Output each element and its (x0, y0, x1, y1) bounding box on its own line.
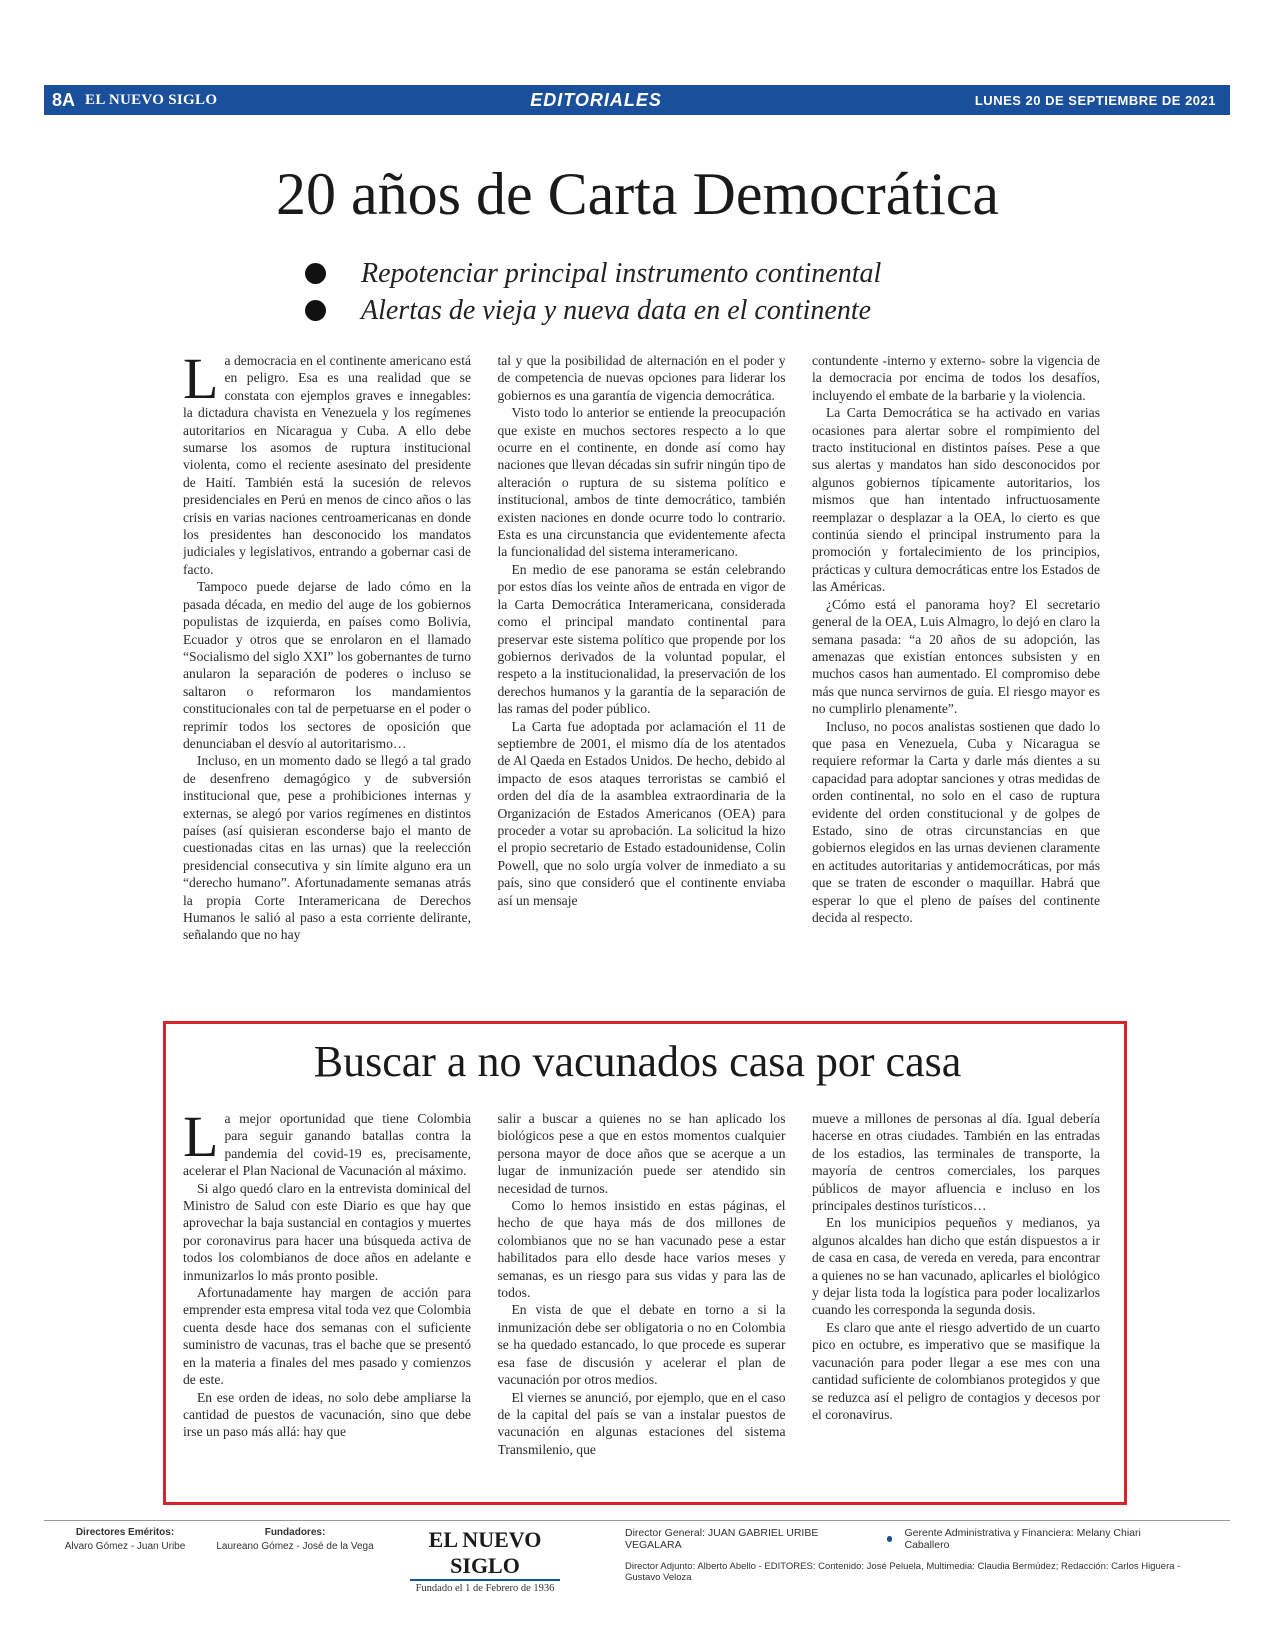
fundadores-names: Laureano Gómez - José de la Vega (216, 1541, 374, 1552)
paragraph: mueve a millones de personas al día. Igual debería hacerse en otras ciudades. También en las entradas de los estadios, las terminales de transporte, la mayoría de centros comerciales, los parques públicos de mayor afluencia e incluso en los principales destinos turísticos… (812, 1111, 1100, 1214)
footer-logo-block (410, 1527, 560, 1594)
paragraph: Tampoco puede dejarse de lado cómo en la pasada década, en medio del auge de los gobiernos populistas de izquierda, en países como Bolivia, Ecuador y otros que se enrolaron en el llamado “Socialismo del siglo XXI” los gobernantes de turno anularon la separación de poderes o incluso se saltaron o reformaron los mandamientos constitucionales con tal de perpetuarse en el poder o reprimir todos los sectores de oposición que denunciaban el desvío al autoritarismo… (183, 579, 471, 751)
column-3 (812, 352, 1100, 1017)
bullet-item (305, 255, 881, 292)
paragraph: ¿Cómo está el panorama hoy? El secretario general de la OEA, Luis Almagro, lo dejó en claro la semana pasada: “a 20 años de su adopción, las amenazas que existían entonces subsisten y en muchos casos han aumentado. El compromiso debe más que nunca servirnos de guía. El riesgo mayor es no cumplirlo plenamente”. (812, 596, 1100, 717)
paragraph: La Carta Democrática se ha activado en varias ocasiones para alertar sobre el rompimiento del tracto institucional en distintos países. Pese a que sus alertas y mandatos han sido desconocidos por algunos gobiernos típicamente autoritarios, los mismos que han intentado infructuosamente reemplazar o desplazar a la OEA, lo cierto es que continúa siendo el principal instrumento para la promoción y fortalecimiento de los principios, prácticas y cultura democráticas entre los Estados de las Américas. (812, 405, 1100, 595)
editorial-2-title: Buscar a no vacunados casa por casa (313, 1037, 962, 1086)
bullet-text: Repotenciar principal instrumento continental (361, 257, 882, 289)
drop-cap: L (183, 352, 219, 411)
bullet-text: Alertas de vieja y nueva data en el continente (361, 294, 872, 326)
paragraph-text: a democracia en el continente americano está en peligro. Esa es una realidad que se constata con ejemplos graves e innegables: la dictadura chavista en Venezuela y los regímenes autoritarios en Nicaragua y Cuba. A ello debe sumarse los asomos de ruptura institucional violenta, como el reciente asesinato del presidente de Haití. También está la sucesión de relevos presidenciales en Perú en menos de cinco años o las crisis en varias naciones centroamericanas en donde los presidentes han desconocido los mandatos judiciales y legislativos, entrando a gobernar casi de facto. (183, 353, 471, 577)
footer-staff (625, 1527, 1185, 1583)
paragraph: El viernes se anunció, por ejemplo, que en el caso de la capital del país se van a instalar puestos de vacunación en algunas estaciones del sistema Transmilenio, que (497, 1389, 786, 1457)
paragraph: Es claro que ante el riesgo advertido de un cuarto pico en octubre, es imperativo que se masifique la vacunación para poder llegar a ese mes con una cantidad suficiente de colombianos protegidos y que se reduzca así el peligro de contagios y decesos por el coronavirus. (812, 1319, 1100, 1422)
paragraph: contundente -interno y externo- sobre la vigencia de la democracia por encima de todos los desafíos, incluyendo el embate de la barbarie y la violencia. (812, 353, 1100, 403)
editorial-1-title: 20 años de Carta Democrática (275, 161, 1000, 227)
editorial-1-body (183, 352, 1100, 1017)
drop-cap: L (183, 1110, 219, 1169)
paragraph (183, 1110, 471, 1180)
header-left (52, 90, 217, 111)
paragraph: salir a buscar a quienes no se han aplicado los biológicos pese a que en estos momentos cualquier persona mayor de doce años que se acerque a un lugar de inmunización puede ser atendido sin necesidad de turnos. (497, 1111, 786, 1196)
page-number: 8A (52, 89, 76, 110)
gerente: Gerente Administrativa y Financiera: Melany Chiari Caballero (904, 1527, 1141, 1551)
editorial-2-body (183, 1110, 1100, 1490)
paragraph (183, 352, 471, 578)
column-1 (183, 1110, 471, 1490)
bullet-item (305, 292, 881, 329)
paragraph: La Carta fue adoptada por aclamación el 11 de septiembre de 2001, el mismo día de los atentados de Al Qaeda en Estados Unidos. De hecho, debido al impacto de esos ataques terroristas se cambió el orden del día de la asamblea extraordinaria de la Organización de Estados Americanos (OEA) para proceder a votar su aprobación. La solicitud la hizo el propio secretario de Estado estadounidense, Colin Powell, que no solo urgía volver de inmediato a su país, sino que consideró que el continente enviaba así un mensaje (497, 718, 786, 908)
founded-date: Fundado el 1 de Febrero de 1936 (415, 1583, 555, 1594)
newspaper-name: EL NUEVO SIGLO (85, 91, 218, 108)
paragraph: Incluso, no pocos analistas sostienen que dado lo que pasa en Venezuela, Cuba y Nicaragua se requiere reformar la Carta y darle más dientes a su capacidad para adoptar sanciones y otras medidas de orden continental, no solo en el caso de ruptura evidente del orden constitucional y de golpes de Estado, sino de otras circunstancias en que gobiernos elegidos en las urnas devienen claramente en actitudes autoritarias y antidemocráticas, por más que se traten de esconder o maquillar. Habrá que esperar lo que el pleno de países del continente decida al respecto. (812, 718, 1100, 925)
bullet-dot-icon (305, 263, 326, 284)
newspaper-logo: EL NUEVO SIGLO (410, 1527, 560, 1581)
paragraph-text: a mejor oportunidad que tiene Colombia para seguir ganando batallas contra la pandemia del covid-19 es, precisamente, acelerar el Plan Nacional de Vacunación al máximo. (183, 1111, 471, 1179)
column-1 (183, 352, 471, 1017)
paragraph: Incluso, en un momento dado se llegó a tal grado de desenfreno demagógico y de subversión institucional que, pese a prohibiciones internas y externas, se alegó por varios regímenes en distintos países (así quisieran esconderse bajo el manto de cuestionadas citas en las urnas) que la reelección presidencial consecutiva y sin límite alguno era un “derecho humano”. Afortunadamente semanas atrás la propia Corte Interamericana de Derechos Humanos le salió al paso a esta corriente delirante, señalando que no hay (183, 753, 471, 943)
director-general: Director General: JUAN GABRIEL URIBE VEGALARA (625, 1527, 819, 1551)
column-2 (498, 1110, 786, 1490)
paragraph: Si algo quedó claro en la entrevista dominical del Ministro de Salud con este Diario es que hay que aprovechar la baja sustancial en contagios y muertes por coronavirus para hacer una búsqueda activa de todos los colombianos de doce años en adelante e inmunizarlos lo más pronto posible. (183, 1180, 471, 1283)
paragraph: En ese orden de ideas, no solo debe ampliarse la cantidad de puestos de vacunación, sino que debe irse un paso más allá: hay que (183, 1389, 471, 1440)
paragraph: Visto todo lo anterior se entiende la preocupación que existe en muchos sectores respecto a lo que ocurre en el continente, en donde así como hay naciones que llevan décadas sin sufrir ningún tipo de alteración o ruptura de su sistema político e institucional, ambos de tinte democrático, también existen naciones en donde ocurre todo lo contrario. Esta es una circunstancia que evidentemente afecta la funcionalidad del sistema interamericano. (497, 405, 786, 560)
issue-date: LUNES 20 DE SEPTIEMBRE DE 2021 (974, 92, 1216, 108)
emeritos-label: Directores Eméritos: (75, 1527, 175, 1538)
paragraph: En los municipios pequeños y medianos, ya algunos alcaldes han dicho que están dispuestos a ir de casa en casa, de vereda en vereda, para encontrar a quienes no se han vacunado, aplicarles el biológico y dejar lista toda la logística para poder localizarlos cuando les corresponda la segunda dosis. (812, 1215, 1100, 1318)
footer-emeritos (60, 1527, 190, 1552)
paragraph: En medio de ese panorama se están celebrando por estos días los veinte años de entrada en vigor de la Carta Democrática Interamericana, considerada como el principal mandato continental para preservar este sistema político que propende por los gobiernos derivados de la voluntad popular, el respeto a la institucionalidad, la preservación de los derechos humanos y la garantía de la separación de las ramas del poder público. (497, 561, 786, 717)
paragraph: Como lo hemos insistido en estas páginas, el hecho de que haya más de dos millones de colombianos que no se han vacunado pese a estar habilitados para ello desde hace varios meses y semanas, es un riesgo para sus vidas y para las de todos. (497, 1198, 786, 1301)
paragraph: Afortunadamente hay margen de acción para emprender esta empresa vital toda vez que Colombia cuenta desde hace dos semanas con el suficiente suministro de vacunas, tras el bache que se presentó en la materia a finales del mes pasado y comienzos de este. (183, 1285, 471, 1388)
column-3 (812, 1110, 1100, 1490)
paragraph: tal y que la posibilidad de alternación en el poder y de competencia de nuevas opciones para liderar los gobiernos es una garantía de vigencia democrática. (497, 353, 786, 403)
footer-directors-line (625, 1527, 1185, 1551)
separator-dot-icon (887, 1536, 893, 1542)
emeritos-names: Alvaro Gómez - Juan Uribe (64, 1541, 186, 1552)
paragraph: En vista de que el debate en torno a si la inmunización debe ser obligatoria o no en Colombia se ha quedado estancado, lo que procede es superar esa fase de discusión y acelerar el plan de vacunación por otros medios. (497, 1302, 786, 1388)
section-header-bar (44, 85, 1230, 115)
section-name: EDITORIALES (530, 89, 662, 110)
column-2 (498, 352, 786, 1017)
footer-fundadores (210, 1527, 380, 1552)
staff-credits: Director Adjunto: Alberto Abello - EDITORES: Contenido: José Peluela, Multimedia: Claudia Bermúdez; Redacción: Carlos Higuera - Gustavo Veloza (625, 1561, 1181, 1583)
fundadores-label: Fundadores: (264, 1527, 326, 1538)
footer-divider (44, 1520, 1230, 1521)
editorial-1-bullets (305, 255, 881, 329)
bullet-dot-icon (305, 300, 326, 321)
